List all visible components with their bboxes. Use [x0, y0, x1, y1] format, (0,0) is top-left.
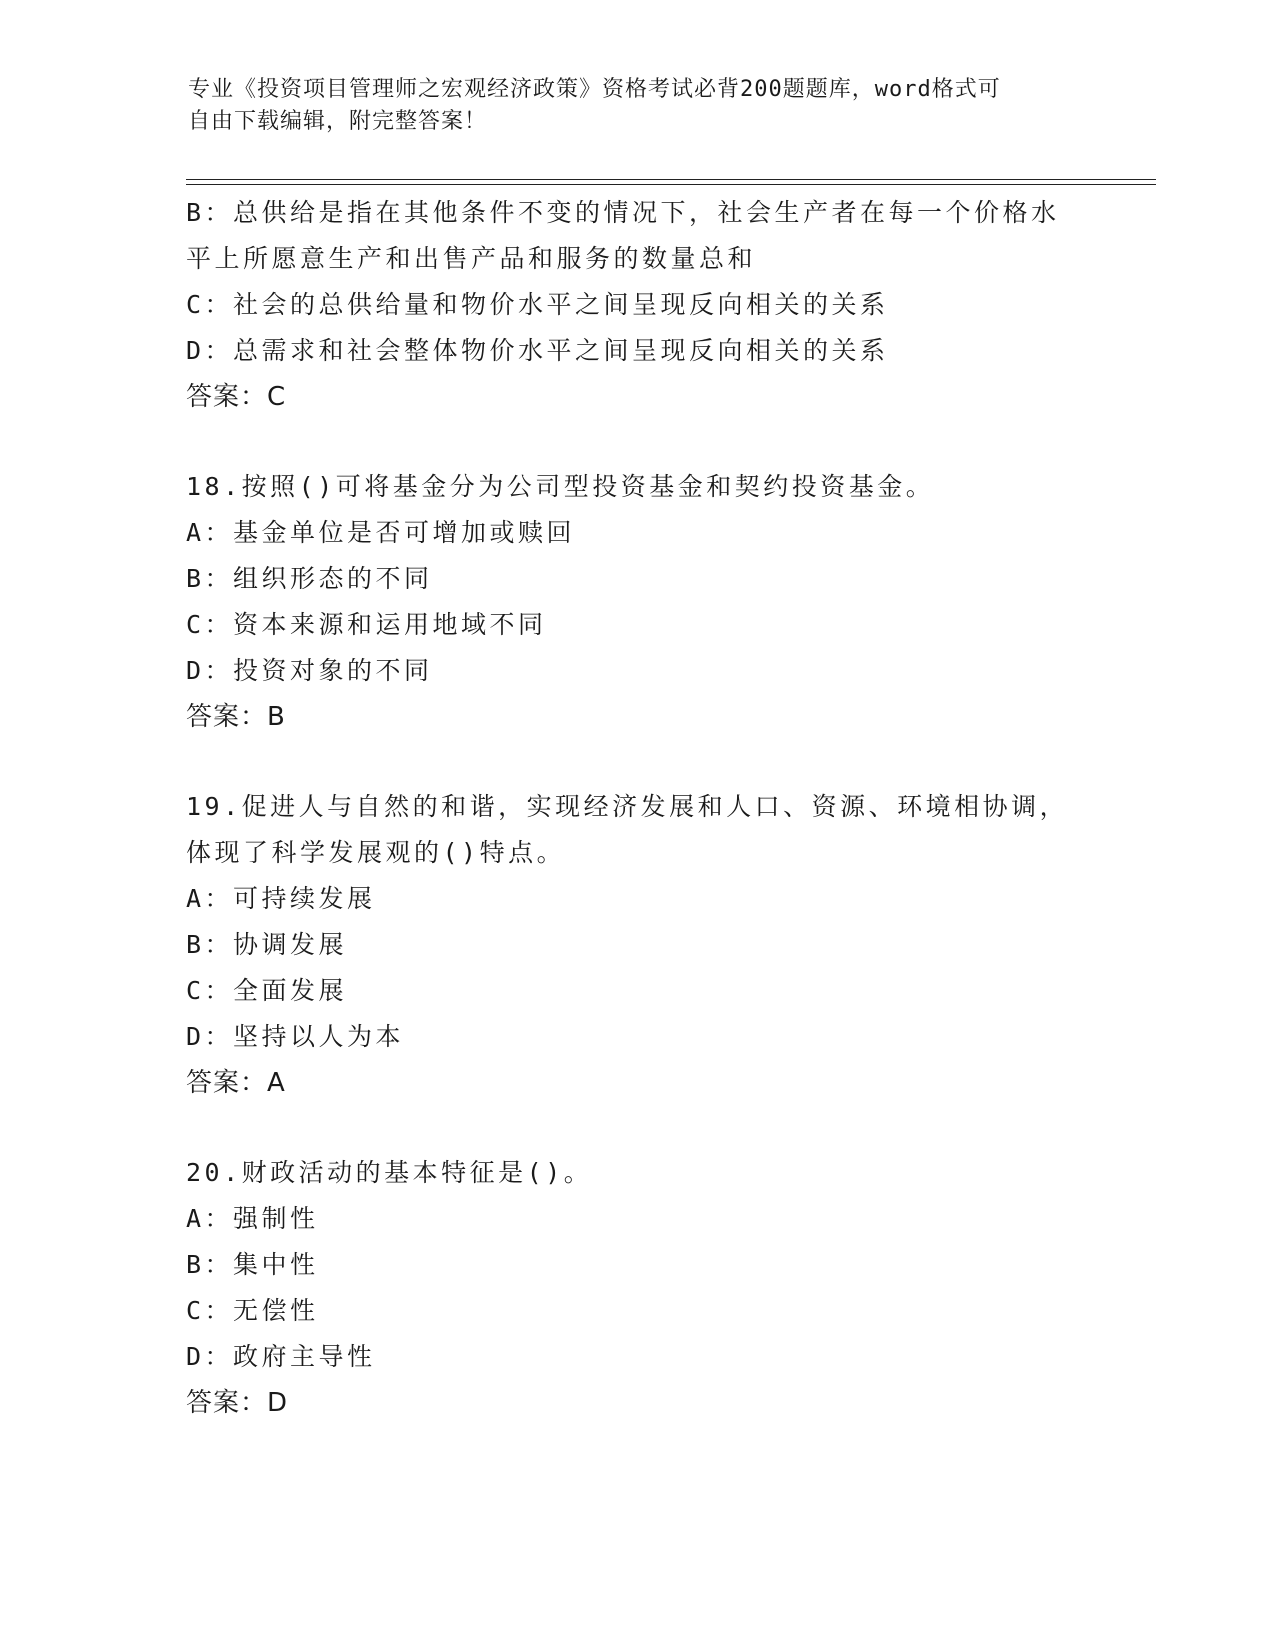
- q19-option-d: D：坚持以人为本: [186, 1022, 405, 1051]
- q17-option-d: D：总需求和社会整体物价水平之间呈现反向相关的关系: [186, 336, 889, 365]
- q18-answer: 答案：B: [186, 702, 286, 732]
- q20-option-b: B：集中性: [186, 1250, 319, 1279]
- q20-option-c: C：无偿性: [186, 1296, 319, 1325]
- q18-option-a: A：基金单位是否可增加或赎回: [186, 518, 576, 547]
- q18-stem: 18.按照()可将基金分为公司型投资基金和契约投资基金。: [186, 472, 935, 501]
- question-17-continued: [186, 190, 1086, 420]
- q19-option-b: B：协调发展: [186, 930, 348, 959]
- q17-option-b-line-1: B：总供给是指在其他条件不变的情况下，社会生产者在每一个价格水: [186, 198, 1060, 227]
- question-18: [186, 464, 1086, 740]
- q19-option-a: A：可持续发展: [186, 884, 376, 913]
- question-19: [186, 784, 1086, 1106]
- q18-option-d: D：投资对象的不同: [186, 656, 433, 685]
- q18-option-c: C：资本来源和运用地域不同: [186, 610, 547, 639]
- header-divider-top: [186, 179, 1156, 180]
- header-divider-bottom: [186, 184, 1156, 185]
- q17-option-c: C：社会的总供给量和物价水平之间呈现反向相关的关系: [186, 290, 889, 319]
- q19-option-c: C：全面发展: [186, 976, 348, 1005]
- q17-answer: 答案：C: [186, 382, 287, 412]
- q20-option-d: D：政府主导性: [186, 1342, 376, 1371]
- q20-option-a: A：强制性: [186, 1204, 319, 1233]
- document-header: [188, 74, 1088, 138]
- q20-answer: 答案：D: [186, 1388, 289, 1418]
- q19-answer: 答案：A: [186, 1068, 286, 1098]
- question-20: [186, 1150, 1086, 1426]
- header-line-2: 自由下载编辑，附完整答案！: [188, 109, 488, 134]
- header-line-1: 专业《投资项目管理师之宏观经济政策》资格考试必背200题题库，word格式可: [188, 77, 1001, 102]
- q18-option-b: B：组织形态的不同: [186, 564, 433, 593]
- q20-stem: 20.财政活动的基本特征是()。: [186, 1158, 593, 1187]
- question-list: [186, 190, 1086, 1470]
- q19-stem-line-1: 19.促进人与自然的和谐，实现经济发展和人口、资源、环境相协调，: [186, 792, 1069, 821]
- q19-stem-line-2: 体现了科学发展观的()特点。: [186, 838, 566, 867]
- q17-option-b-line-2: 平上所愿意生产和出售产品和服务的数量总和: [186, 244, 757, 273]
